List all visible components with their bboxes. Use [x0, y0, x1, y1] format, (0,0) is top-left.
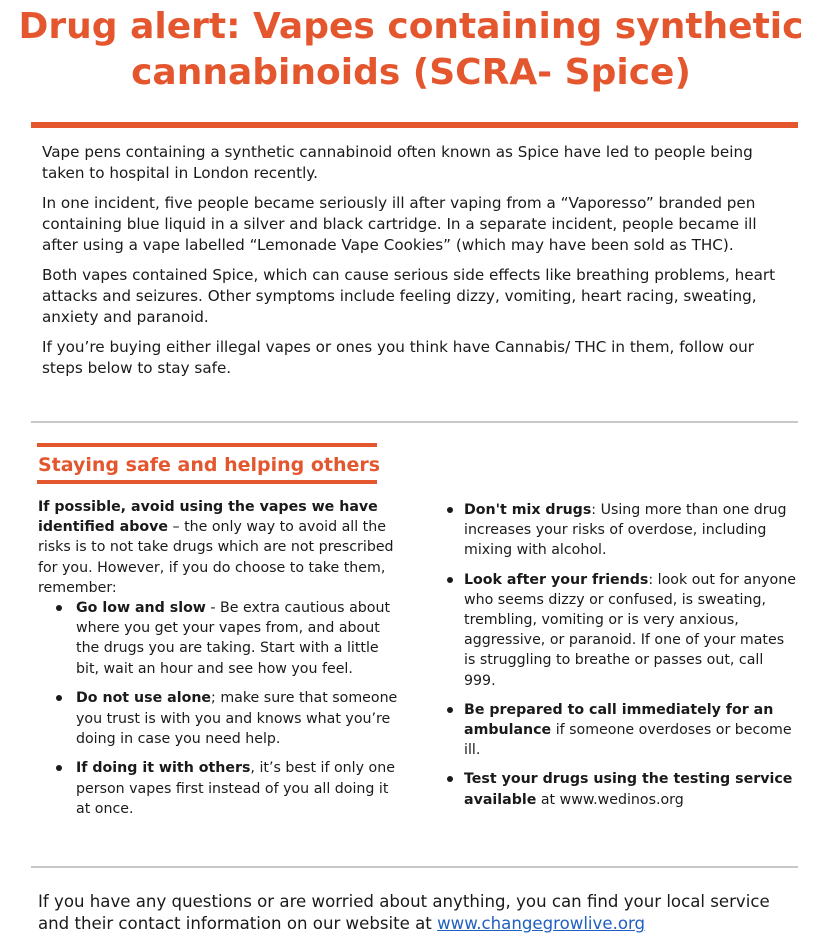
- item-text: at www.wedinos.org: [536, 791, 684, 808]
- helping-others-list: [446, 500, 796, 810]
- item-bold: Look after your friends: [464, 571, 649, 588]
- list-item: [38, 688, 406, 749]
- item-text: , it’s best if only one person vapes first instead of you all doing it at once.: [76, 760, 395, 817]
- list-item: [38, 598, 406, 679]
- list-item: [446, 500, 796, 561]
- footer-contact: [38, 891, 798, 935]
- item-text: ; make sure that someone you trust is with you and knows what you’re doing in case you need help.: [76, 690, 398, 747]
- lead-bold: If possible, avoid using the vapes we have identified above: [38, 499, 378, 536]
- bullet-icon: [447, 776, 453, 782]
- bullet-icon: [56, 765, 62, 771]
- lead-text: – the only way to avoid all the risks is to not take drugs which are not prescribed for you. However, if you do choose to take them, remember:: [38, 519, 394, 596]
- bullet-icon: [447, 577, 453, 583]
- intro-paragraph: In one incident, five people became seriously ill after vaping from a “Vaporesso” branded pen containing blue liquid in a silver and black cartridge. In a separate incident, people became ill after using a vape labelled “Lemonade Vape Cookies” (which may have been sold as THC).: [42, 194, 757, 254]
- page-title: [0, 4, 822, 96]
- section-title-rule-top: [37, 443, 377, 447]
- bullet-icon: [56, 695, 62, 701]
- item-bold: Don't mix drugs: [464, 502, 592, 518]
- right-column: [446, 500, 796, 819]
- footer-text: If you have any questions or are worried about anything, you can find your local service and their contact information on our website at: [38, 892, 770, 933]
- section-title: Staying safe and helping others: [38, 454, 381, 476]
- title-line-1: Drug alert: Vapes containing synthetic: [18, 6, 804, 47]
- section-title-rule-bottom: [37, 480, 377, 484]
- item-text: - Be extra cautious about where you get your vapes from, and about the drugs you are taking. Start with a little bit, wait an hour and see how you feel.: [76, 600, 391, 677]
- intro-paragraph: Vape pens containing a synthetic cannabinoid often known as Spice have led to people being taken to hospital in London recently.: [42, 143, 753, 182]
- item-bold: Do not use alone: [76, 690, 212, 707]
- section-divider-top: [31, 421, 798, 423]
- bullet-icon: [447, 707, 453, 713]
- bullet-icon: [447, 507, 453, 513]
- title-divider: [31, 122, 798, 128]
- intro-paragraph: Both vapes contained Spice, which can cause serious side effects like breathing problems, heart attacks and seizures. Other symptoms include feeling dizzy, vomiting, heart racing, sweating, anxiety and paranoid.: [42, 266, 776, 326]
- website-link[interactable]: www.changegrowlive.org: [437, 914, 646, 933]
- item-bold: If doing it with others: [76, 760, 251, 777]
- list-item: [38, 758, 406, 819]
- item-text: if someone overdoses or become ill.: [464, 722, 792, 759]
- list-item: [446, 700, 796, 761]
- list-item: [446, 769, 796, 809]
- intro-section: [42, 142, 792, 388]
- list-item: [446, 570, 796, 691]
- left-column: [38, 497, 406, 829]
- item-text: : Using more than one drug increases your risks of overdose, including mixing with alcohol.: [464, 502, 787, 559]
- bullet-icon: [56, 605, 62, 611]
- item-bold: Go low and slow: [76, 600, 206, 617]
- intro-paragraph: If you’re buying either illegal vapes or ones you think have Cannabis/ THC in them, follow our steps below to stay safe.: [42, 338, 754, 377]
- item-text: : look out for anyone who seems dizzy or confused, is sweating, trembling, vomiting or is very anxious, aggressive, or paranoid. If one of your mates is struggling to breathe or passes out, call 999.: [464, 571, 796, 689]
- lead-paragraph: [38, 497, 406, 598]
- title-line-2: cannabinoids (SCRA- Spice): [131, 52, 691, 93]
- item-bold: Test your drugs using the testing service available: [464, 771, 793, 808]
- item-bold: Be prepared to call immediately for an ambulance: [464, 701, 774, 739]
- safety-tips-list: [38, 598, 406, 819]
- section-divider-bottom: [31, 866, 798, 868]
